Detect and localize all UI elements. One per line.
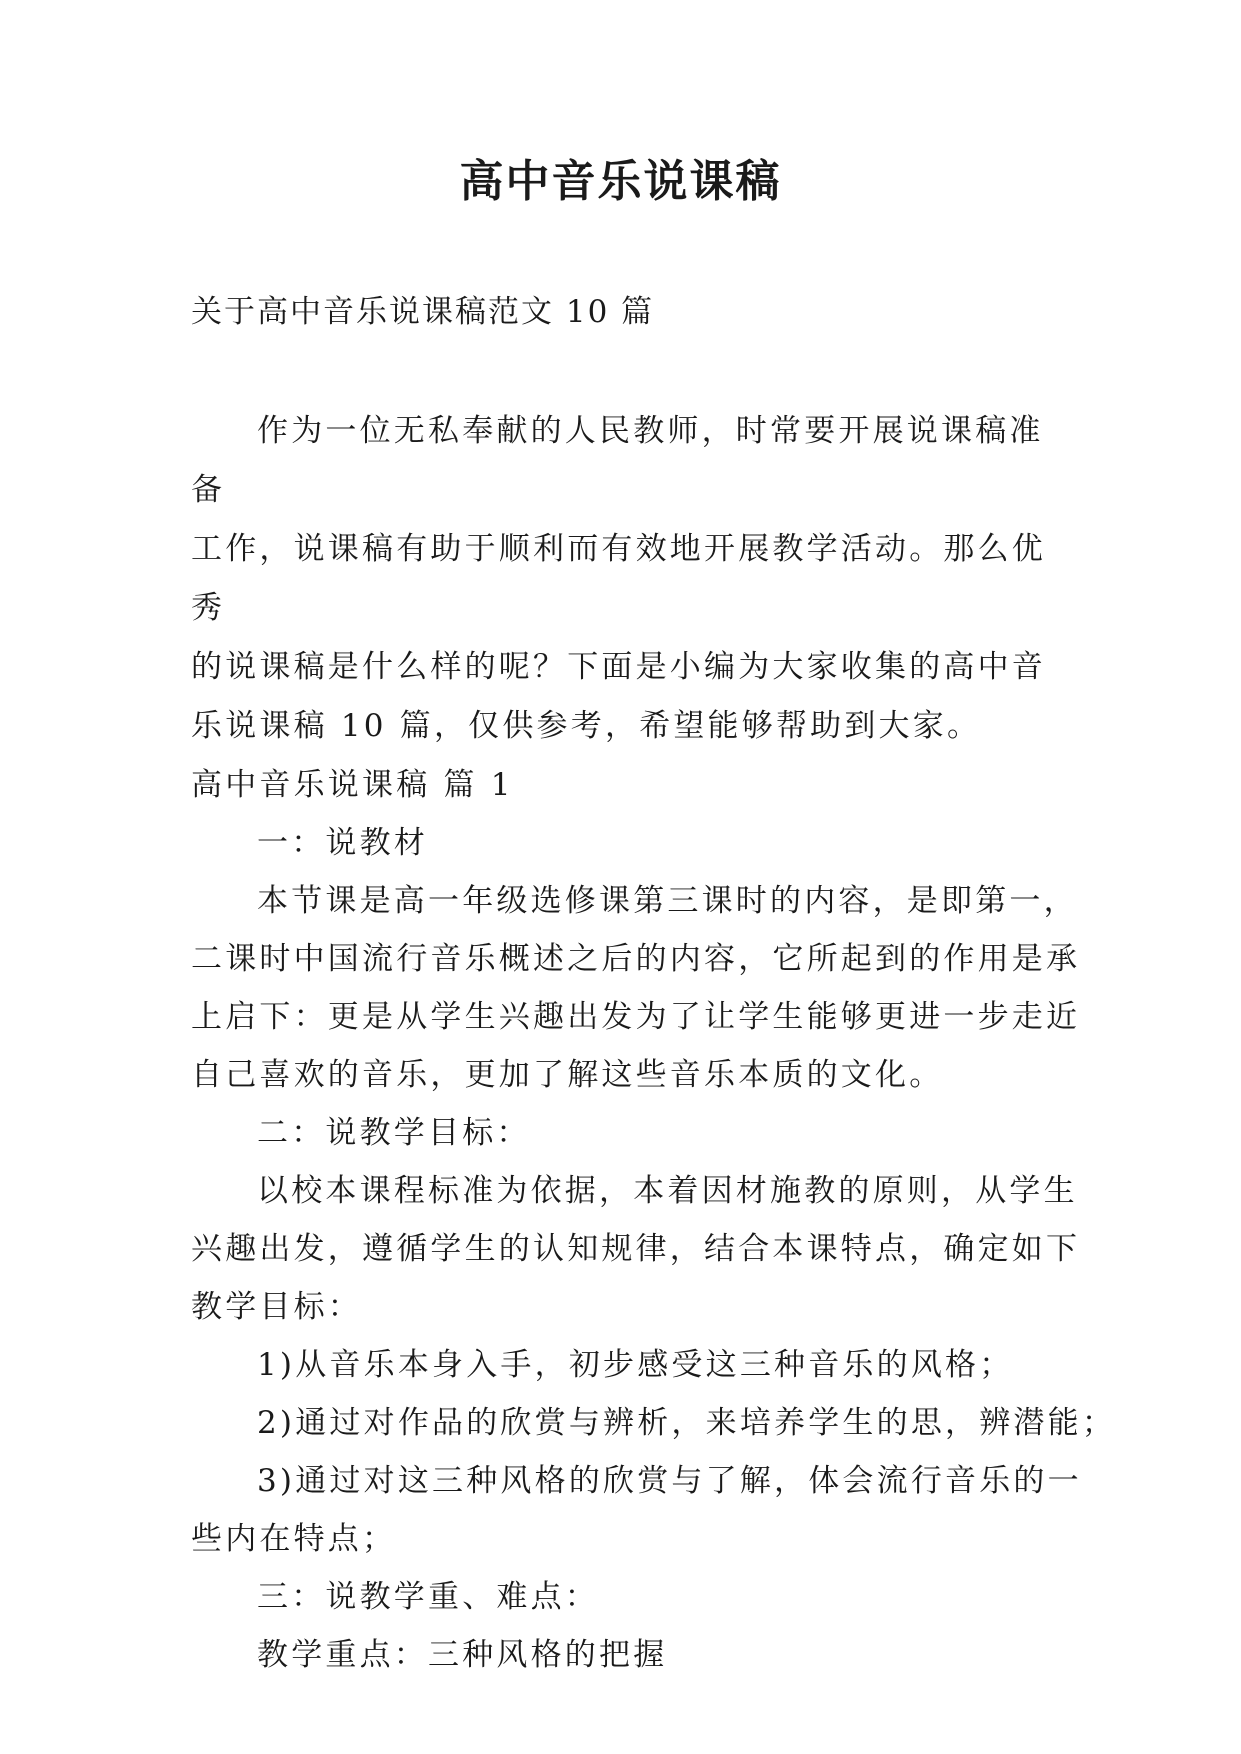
part1-line: 二课时中国流行音乐概述之后的内容，它所起到的作用是承 (191, 941, 1081, 977)
part1-line: 自己喜欢的音乐，更加了解这些音乐本质的文化。 (191, 1057, 944, 1093)
intro-line: 的说课稿是什么样的呢？下面是小编为大家收集的高中音 (191, 649, 1046, 685)
part1-heading: 一：说教材 (257, 825, 428, 861)
intro-paragraph (191, 402, 1051, 756)
key-point: 教学重点：三种风格的把握 (257, 1637, 668, 1673)
goal-item-continuation: 些内在特点； (191, 1521, 397, 1557)
intro-line: 工作，说课稿有助于顺利而有效地开展教学活动。那么优秀 (191, 531, 1046, 626)
part2-line: 以校本课程标准为依据，本着因材施教的原则，从学生 (257, 1173, 1078, 1209)
goal-item: 2)通过对作品的欣赏与辨析，来培养学生的思，辨潜能； (257, 1405, 1117, 1441)
part2-line: 教学目标： (191, 1289, 362, 1325)
document-title: 高中音乐说课稿 (459, 156, 782, 207)
part3-heading: 三：说教学重、难点： (257, 1579, 599, 1615)
goal-item: 1)从音乐本身入手，初步感受这三种音乐的风格； (257, 1347, 1014, 1383)
intro-line: 作为一位无私奉献的人民教师，时常要开展说课稿准备 (191, 413, 1044, 508)
section-heading: 高中音乐说课稿 篇 1 (191, 767, 514, 803)
intro-line: 乐说课稿 10 篇，仅供参考，希望能够帮助到大家。 (191, 708, 982, 744)
part1-line: 本节课是高一年级选修课第三课时的内容，是即第一， (257, 883, 1078, 919)
goal-item: 3)通过对这三种风格的欣赏与了解，体会流行音乐的一 (257, 1463, 1082, 1499)
document-body (191, 402, 1117, 1684)
part2-line: 兴趣出发，遵循学生的认知规律，结合本课特点，确定如下 (191, 1231, 1081, 1267)
part1-line: 上启下：更是从学生兴趣出发为了让学生能够更进一步走近 (191, 999, 1081, 1035)
document-subtitle: 关于高中音乐说课稿范文 10 篇 (191, 294, 655, 330)
part2-heading: 二：说教学目标： (257, 1115, 531, 1151)
